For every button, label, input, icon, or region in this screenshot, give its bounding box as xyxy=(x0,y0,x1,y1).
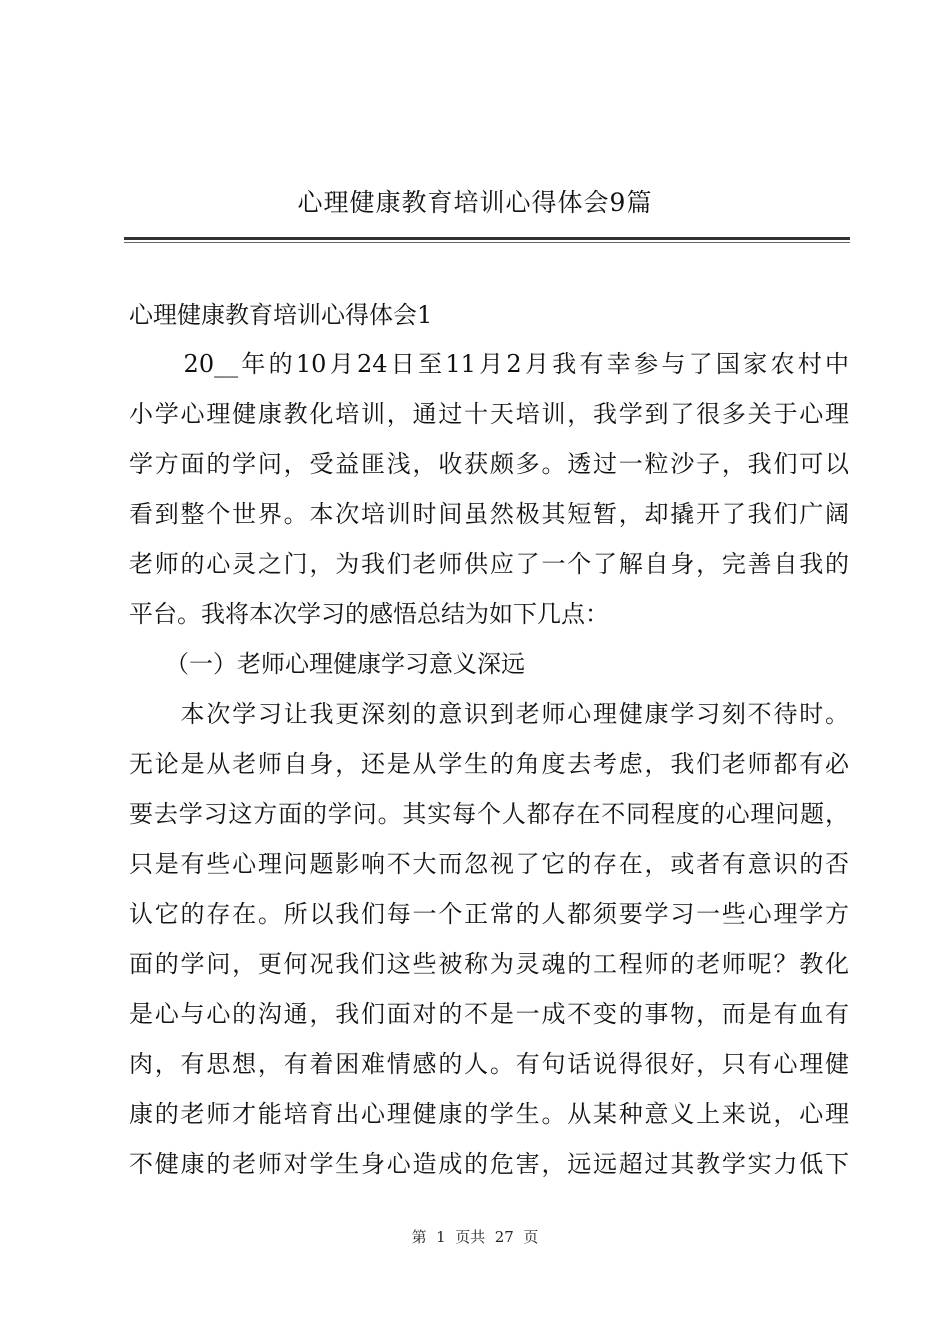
section-heading: 心理健康教育培训心得体会1 xyxy=(129,301,433,329)
body-line: 肉，有思想，有着困难情感的人。有句话说得很好，只有心理健 xyxy=(129,1050,849,1078)
subheading-line: （一）老师心理健康学习意义深远 xyxy=(129,650,525,678)
body-line: 无论是从老师自身，还是从学生的角度去考虑，我们老师都有必 xyxy=(129,750,849,778)
title-rule-thin xyxy=(124,242,850,243)
body-line: 面的学问，更何况我们这些被称为灵魂的工程师的老师呢？教化 xyxy=(129,950,849,978)
body-line: 认它的存在。所以我们每一个正常的人都须要学习一些心理学方 xyxy=(129,900,849,928)
title-rule-thick xyxy=(124,237,850,240)
body-line: 是心与心的沟通，我们面对的不是一成不变的事物，而是有血有 xyxy=(129,1000,849,1028)
body-line: 20__年的10月24日至11月2月我有幸参与了国家农村中 xyxy=(129,350,849,378)
body-line: 康的老师才能培育出心理健康的学生。从某种意义上来说，心理 xyxy=(129,1100,849,1128)
body-line: 老师的心灵之门，为我们老师供应了一个了解自身，完善自我的 xyxy=(129,550,849,578)
body-line: 平台。我将本次学习的感悟总结为如下几点： xyxy=(129,600,609,628)
body-line: 小学心理健康教化培训，通过十天培训，我学到了很多关于心理 xyxy=(129,400,849,428)
body-line: 学方面的学问，受益匪浅，收获颇多。透过一粒沙子，我们可以 xyxy=(129,450,849,478)
page-footer: 第 1 页共 27 页 xyxy=(411,1228,539,1246)
body-line: 看到整个世界。本次培训时间虽然极其短暂，却撬开了我们广阔 xyxy=(129,500,849,528)
body-line: 不健康的老师对学生身心造成的危害，远远超过其教学实力低下 xyxy=(129,1150,849,1178)
document-title: 心理健康教育培训心得体会9篇 xyxy=(297,188,653,217)
body-line: 本次学习让我更深刻的意识到老师心理健康学习刻不待时。 xyxy=(129,700,849,728)
body-line: 只是有些心理问题影响不大而忽视了它的存在，或者有意识的否 xyxy=(129,850,849,878)
body-line: 要去学习这方面的学问。其实每个人都存在不同程度的心理问题， xyxy=(129,800,849,828)
